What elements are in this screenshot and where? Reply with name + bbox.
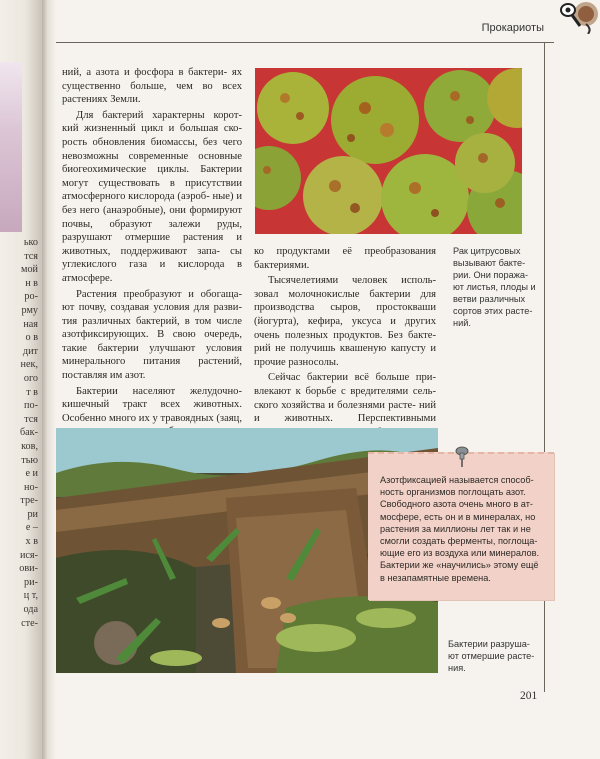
paragraph: Тысячелетиями человек исполь- зовал молочнокислые бактерии для производства сыров, простокваши (йогурта), кефира, уксуса и других очень полезных продуктов. Без бакте- рий не получишь квашеную капусту и прочие разносолы. bbox=[254, 275, 436, 368]
left-page-fragment: бак- bbox=[19, 427, 38, 439]
book-gutter bbox=[42, 0, 56, 759]
left-page-fragment: сте- bbox=[21, 617, 38, 629]
paragraph: ко продуктами её преобразования бактериями. bbox=[254, 246, 436, 271]
left-page-fragment: т в bbox=[26, 386, 38, 398]
text-column-2 bbox=[254, 245, 436, 441]
paragraph: Для бактерий характерны корот- кий жизненный цикл и большая ско- рость обновления биомассы, без чего невозможны современные основные биогеохимические циклы. Бактерии могут существовать в присутствии атмосферного кислорода (аэроб- ные) и без него (анаэробные), они формируют почвы, образуют залежи руды, разрушают отмершие растения и животных, поддерживают запа- сы углекислого газа и кислорода в атмосфере. bbox=[62, 109, 242, 284]
left-page-fragment: но- bbox=[24, 481, 38, 493]
left-page-fragment: тре- bbox=[20, 495, 38, 507]
left-page-fragment: ри bbox=[27, 508, 38, 520]
paragraph: Растения преобразуют и обогаща- ют почву, создавая условия для разви- тия различных бактерий, в том числе азотфиксирующих. В свою очередь, такие бактерии улучшают условия минерального питания растений, поставляя им азот. bbox=[62, 288, 242, 382]
left-page-fragment: ися- bbox=[19, 549, 38, 561]
left-page-fragment: ого bbox=[23, 372, 38, 384]
left-page-fragment: мой bbox=[21, 264, 38, 276]
left-page-fragment: тся bbox=[24, 250, 38, 262]
nitrogen-fixation-note bbox=[368, 452, 554, 600]
bacteria-magnifier-icon bbox=[556, 0, 600, 34]
left-page-fragment: н в bbox=[25, 277, 38, 289]
left-page-fragment: о в bbox=[25, 332, 38, 344]
citrus-canker-photo bbox=[255, 68, 522, 234]
paragraph: Сейчас бактерии всё больше при- влекают к борьбе с вредителями сель- ского хозяйства и болезнями расте- ний и животных. Перспективными bbox=[254, 372, 436, 425]
header-rule bbox=[56, 42, 554, 43]
left-page-fragment: х в bbox=[25, 536, 38, 548]
page-number: 201 bbox=[520, 690, 538, 702]
left-page-fragment: нек, bbox=[20, 359, 38, 371]
citrus-photo-caption: Рак цитрусовых вызывают бакте- рии. Они поража- ют листья, плоды и ветви различных сортов этих расте- ний. bbox=[453, 246, 536, 328]
forest-illustration-caption: Бактерии разруша- ют отмершие расте- ния. bbox=[448, 639, 535, 673]
left-page-fragment: ц т, bbox=[23, 590, 38, 602]
left-page-fragment: е – bbox=[25, 522, 38, 534]
paragraph: Бактерии населяют желудочно- кишечный тракт всех животных. Особенно много их у травоядных (заяц, bbox=[62, 385, 242, 424]
note-text: Азотфиксацией называется способ- ность организмов поглощать азот. Свободного азота очень много в ат- мосфере, есть он и в минералах, но растения за миллионы лет так и не смогли создать ферменты, поглоща- ющие его из воздуха или минералов. Бактерии же «научились» этому ещё в незапамятные времена. bbox=[380, 475, 539, 583]
pushpin-icon bbox=[452, 446, 472, 468]
section-title: Прокариоты bbox=[481, 22, 544, 34]
left-page-illustration bbox=[0, 62, 22, 232]
left-page-fragment: тью bbox=[21, 454, 38, 466]
text-column-1 bbox=[62, 66, 242, 468]
left-page-fragment: ная bbox=[23, 318, 38, 330]
left-page-edge bbox=[0, 0, 42, 759]
left-page-fragment: рму bbox=[21, 304, 38, 316]
left-page-fragment: ько bbox=[23, 237, 38, 248]
left-page-fragment: ри- bbox=[24, 576, 38, 588]
page bbox=[56, 0, 600, 759]
left-page-fragment: е и bbox=[25, 468, 38, 480]
left-page-text-fragments bbox=[0, 236, 38, 630]
left-page-fragment: ков, bbox=[21, 440, 38, 452]
left-page-fragment: тся bbox=[24, 413, 38, 425]
left-page-fragment: ро- bbox=[24, 291, 38, 303]
left-page-fragment: ода bbox=[23, 604, 38, 616]
left-page-fragment: по- bbox=[24, 400, 38, 412]
paragraph: ний, а азота и фосфора в бактери- ях существенно больше, чем во всех растениях Земли. bbox=[62, 67, 242, 106]
left-page-fragment: ови- bbox=[19, 563, 38, 575]
left-page-fragment: дит bbox=[22, 345, 38, 357]
